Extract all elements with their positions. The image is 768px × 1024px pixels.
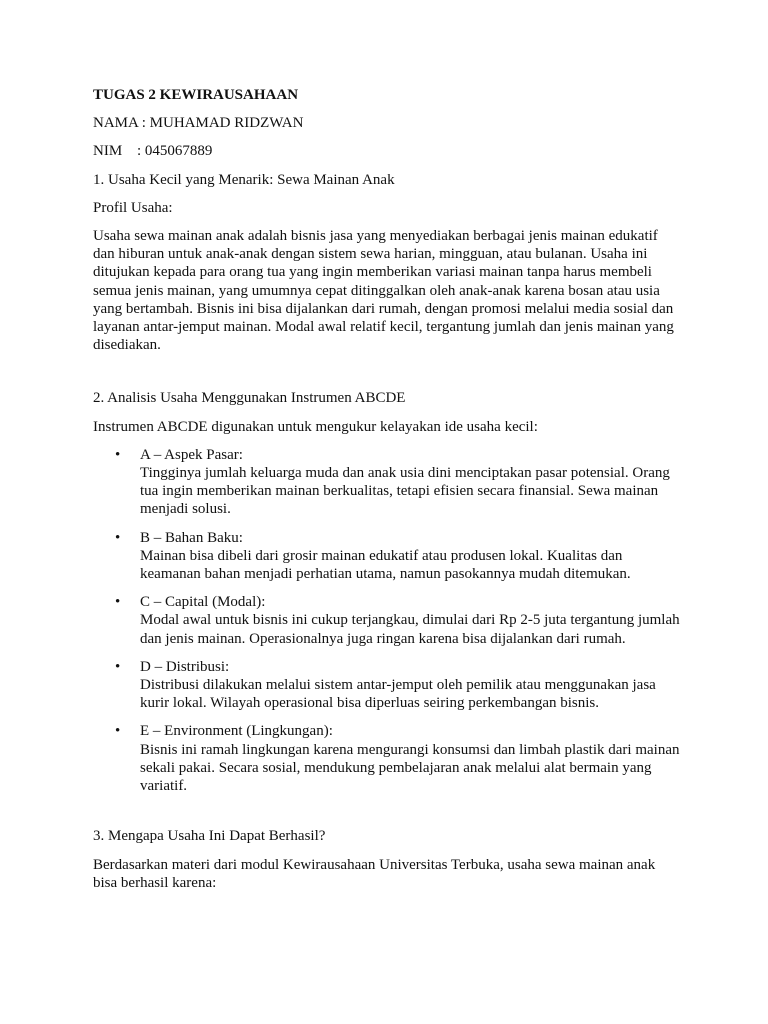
list-item-heading: A – Aspek Pasar: [140, 446, 243, 463]
document-content [93, 86, 683, 892]
bullet-icon: • [115, 529, 121, 546]
student-name: NAMA : MUHAMAD RIDZWAN [93, 115, 304, 132]
list-item-heading: B – Bahan Baku: [140, 529, 243, 546]
nim-label: NIM [93, 143, 123, 160]
nim-value: : 045067889 [137, 143, 213, 160]
bullet-icon: • [115, 723, 121, 740]
section-3-paragraph: Berdasarkan materi dari modul Kewirausahaan Universitas Terbuka, usaha sewa mainan anak bisa berhasil karena: [93, 856, 656, 891]
list-item-heading: C – Capital (Modal): [140, 594, 266, 611]
section-2-intro: Instrumen ABCDE digunakan untuk mengukur kelayakan ide usaha kecil: [93, 418, 538, 435]
spacer [93, 354, 683, 389]
list-item-body: Distribusi dilakukan melalui sistem antar-jemput oleh pemilik atau menggunakan jasa kurir lokal. Wilayah operasional bisa diperluas seiring perkembangan bisnis. [140, 677, 656, 712]
list-item-body: Modal awal untuk bisnis ini cukup terjangkau, dimulai dari Rp 2-5 juta tergantung jumlah dan jenis mainan. Operasionalnya juga ringan karena bisa dijalankan dari rumah. [140, 612, 680, 647]
list-item [93, 722, 683, 795]
section-1-heading: 1. Usaha Kecil yang Menarik: Sewa Mainan Anak [93, 171, 395, 188]
list-item [93, 446, 683, 519]
list-item [93, 529, 683, 584]
student-nim [93, 142, 683, 160]
bullet-icon: • [115, 446, 121, 463]
section-3-heading: 3. Mengapa Usaha Ini Dapat Berhasil? [93, 828, 326, 845]
list-item-body: Mainan bisa dibeli dari grosir mainan edukatif atau produsen lokal. Kualitas dan keamanan bahan menjadi perhatian utama, namun pasokannya mudah ditemukan. [140, 547, 631, 583]
list-item-body: Tingginya jumlah keluarga muda dan anak usia dini menciptakan pasar potensial. Orang tua ingin memberikan mainan berkualitas, tetapi efisien secara finansial. Sewa mainan menjadi solusi. [140, 465, 670, 518]
bullet-icon: • [115, 658, 121, 675]
list-item-heading: D – Distribusi: [140, 658, 230, 675]
bullet-icon: • [115, 594, 121, 611]
list-item-heading: E – Environment (Lingkungan): [140, 723, 333, 740]
list-item [93, 593, 683, 648]
document-title: TUGAS 2 KEWIRAUSAHAAN [93, 87, 299, 103]
list-item [93, 658, 683, 713]
list-item-body: Bisnis ini ramah lingkungan karena mengurangi konsumsi dan limbah plastik dari mainan sekali pakai. Secara sosial, mendukung pembelajaran anak melalui alat bermain yang variatif. [140, 741, 680, 795]
profil-paragraph: Usaha sewa mainan anak adalah bisnis jasa yang menyediakan berbagai jenis mainan edukatif dan hiburan untuk anak-anak dengan sistem sewa harian, mingguan, atau bulanan. Usaha ini ditujukan kepada para orang tua yang ingin memberikan variasi mainan tanpa harus membeli semua jenis mainan, yang umumnya cepat ditinggalkan oleh anak-anak karena bosan atau usia yang bertambah. Bisnis ini bisa dijalankan dari rumah, dengan promosi melalui media sosial dan layanan antar-jemput mainan. Modal awal relatif kecil, tergantung jumlah dan jenis mainan yang disediakan. [93, 228, 674, 354]
profil-label: Profil Usaha: [93, 199, 173, 216]
abcde-list [93, 446, 683, 795]
section-2-heading: 2. Analisis Usaha Menggunakan Instrumen ABCDE [93, 390, 406, 407]
spacer [93, 805, 683, 827]
